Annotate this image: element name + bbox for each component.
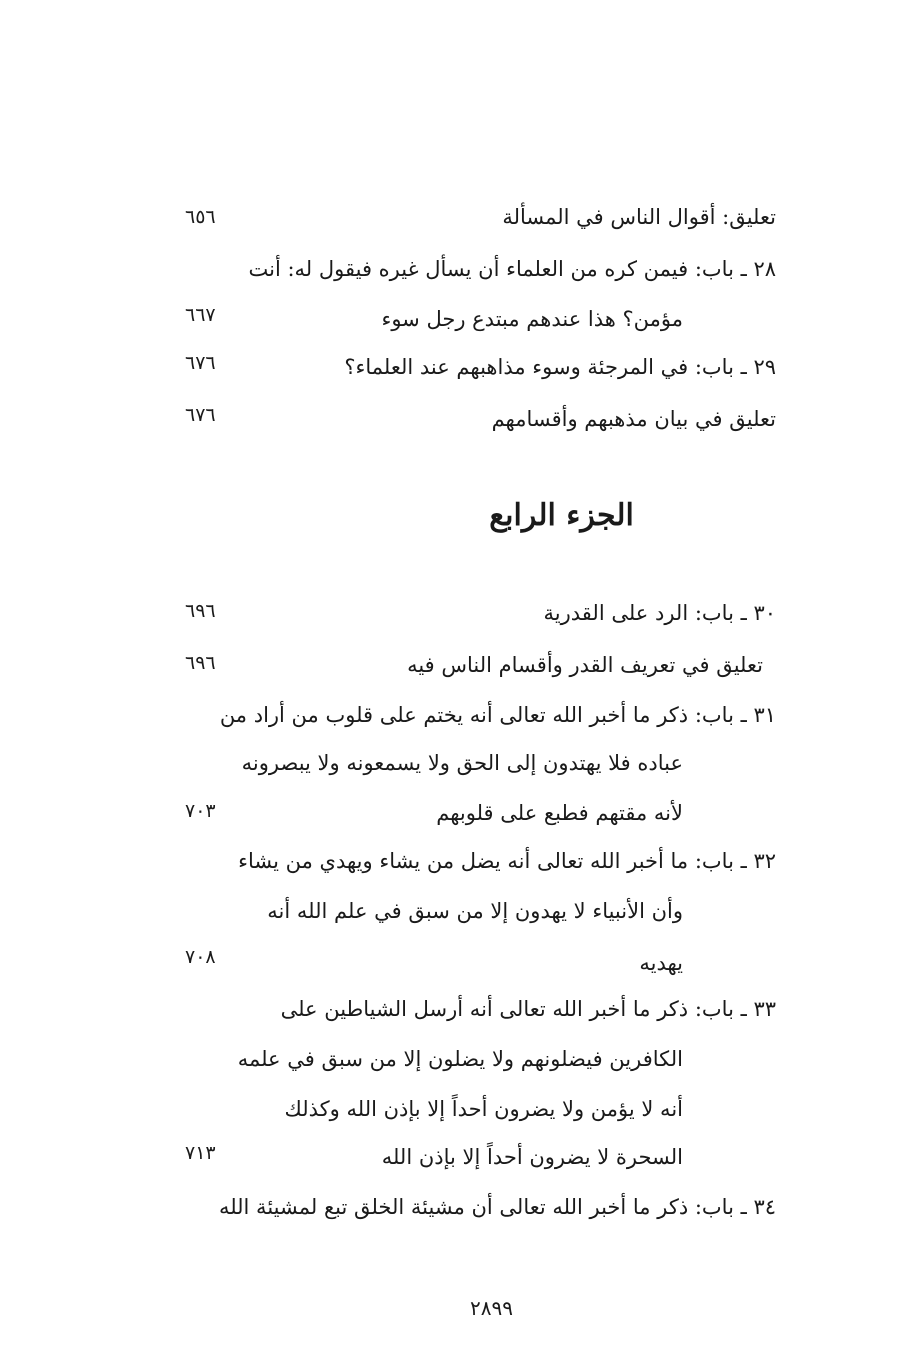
toc-entry-text: تعليق: أقوال الناس في المسألة (502, 205, 776, 229)
toc-entry-text: الكافرين فيضلونهم ولا يضلون إلا من سبق في علمه (237, 1047, 683, 1071)
page-folio-number: ٢٨٩٩ (470, 1296, 513, 1320)
toc-page-number: ٧١٣ (185, 1142, 216, 1164)
toc-entry-text: ٢٨ ـ باب: فيمن كره من العلماء أن يسأل غيره فيقول له: أنت (248, 257, 776, 281)
toc-page-number: ٦٦٧ (185, 304, 216, 326)
toc-page-number: ٧٠٣ (185, 800, 216, 822)
toc-entry-text: ٢٩ ـ باب: في المرجئة وسوء مذاهبهم عند العلماء؟ (344, 355, 776, 379)
toc-entry-text: مؤمن؟ هذا عندهم مبتدع رجل سوء (381, 307, 683, 331)
page-folio (0, 1294, 923, 1322)
toc-entry-text: ٣١ ـ باب: ذكر ما أخبر الله تعالى أنه يختم على قلوب من أراد من (219, 703, 776, 727)
toc-entry-text: وأن الأنبياء لا يهدون إلا من سبق في علم الله أنه (267, 899, 683, 923)
toc-page-number: ٦٧٦ (185, 404, 216, 426)
toc-page-number: ٦٥٦ (185, 206, 216, 228)
toc-entry-text: تعليق في بيان مذهبهم وأقسامهم (491, 407, 776, 431)
toc-entry-text: تعليق في تعريف القدر وأقسام الناس فيه (407, 653, 763, 677)
section-heading-text: الجزء الرابع (489, 498, 634, 533)
toc-page-number: ٦٧٦ (185, 352, 216, 374)
section-heading (0, 496, 923, 536)
toc-entry-text: ٣٣ ـ باب: ذكر ما أخبر الله تعالى أنه أرسل الشياطين على (280, 997, 776, 1021)
toc-entry-text: يهديه (639, 951, 683, 975)
toc-page-number: ٦٩٦ (185, 600, 216, 622)
toc-entry-text: لأنه مقتهم فطبع على قلوبهم (436, 801, 683, 825)
toc-entry-text: ٣٤ ـ باب: ذكر ما أخبر الله تعالى أن مشيئة الخلق تبع لمشيئة الله (218, 1195, 776, 1219)
toc-entry-text: السحرة لا يضرون أحداً إلا بإذن الله (381, 1145, 683, 1169)
toc-entry-text: ٣٠ ـ باب: الرد على القدرية (543, 601, 776, 625)
toc-entry-text: أنه لا يؤمن ولا يضرون أحداً إلا بإذن الله وكذلك (284, 1097, 683, 1121)
toc-entry-text: ٣٢ ـ باب: ما أخبر الله تعالى أنه يضل من يشاء ويهدي من يشاء (238, 849, 776, 873)
toc-page-number: ٦٩٦ (185, 652, 216, 674)
toc-page-number: ٧٠٨ (185, 946, 216, 968)
toc-entry-text: عباده فلا يهتدون إلى الحق ولا يسمعونه ولا يبصرونه (241, 751, 683, 775)
